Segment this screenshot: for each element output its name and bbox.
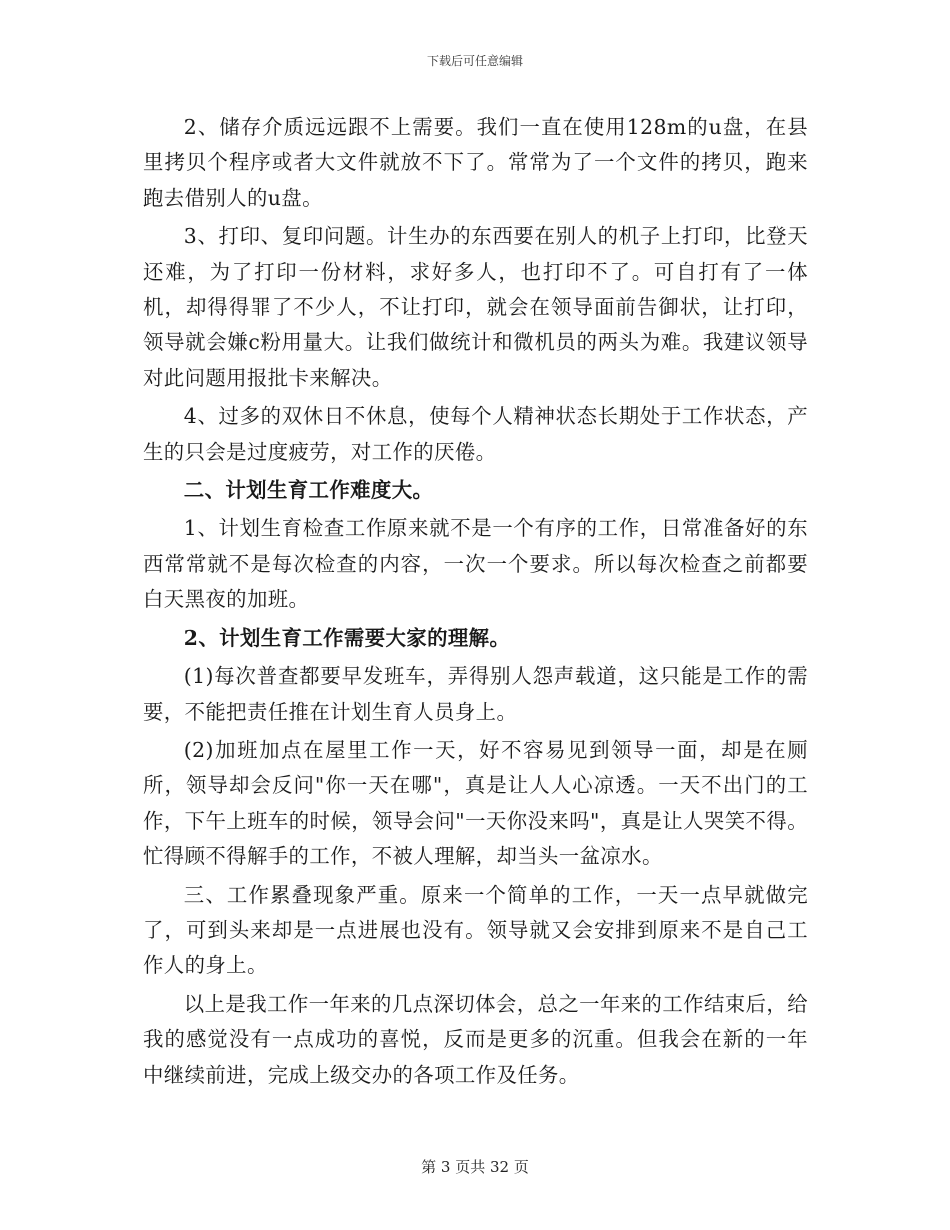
subheading-understanding: 2、计划生育工作需要大家的理解。 xyxy=(183,625,511,650)
paragraph-inspection-work: 1、计划生育检查工作原来就不是一个有序的工作，日常准备好的东西常常就不是每次检查的内容，一次一个要求。所以每次检查之前都要白天黑夜的加班。 xyxy=(143,516,808,612)
paragraph-work-accumulation: 三、工作累叠现象严重。原来一个简单的工作，一天一点早就做完了，可到头来却是一点进展也没有。领导就又会安排到原来不是自己工作人的身上。 xyxy=(143,882,808,978)
paragraph-conclusion: 以上是我工作一年来的几点深切体会，总之一年来的工作结束后，给我的感觉没有一点成功的喜悦，反而是更多的沉重。但我会在新的一年中继续前进，完成上级交办的各项工作及任务。 xyxy=(143,991,808,1087)
paragraph-overtime-leader: (2)加班加点在屋里工作一天，好不容易见到领导一面，却是在厕所，领导却会反问"你一天在哪"，真是让人人心凉透。一天不出门的工作，下午上班车的时候，领导会问"一天你没来吗"，真是让人哭笑不得。忙得顾不得解手的工作，不被人理解，却当头一盆凉水。 xyxy=(143,737,808,869)
document-body xyxy=(143,110,808,1096)
paragraph-storage-media: 2、储存介质远远跟不上需要。我们一直在使用128m的u盘，在县里拷贝个程序或者大文件就放不下了。常常为了一个文件的拷贝，跑来跑去借别人的u盘。 xyxy=(143,115,808,210)
page-footer: 第 3 页共 32 页 xyxy=(421,1158,529,1176)
paragraph-census-bus: (1)每次普查都要早发班车，弄得别人怨声载道，这只能是工作的需要，不能把责任推在计划生育人员身上。 xyxy=(143,664,808,724)
paragraph-printing-copying: 3、打印、复印问题。计生办的东西要在别人的机子上打印，比登天还难，为了打印一份材料，求好多人，也打印不了。可自打有了一体机，却得得罪了不少人，不让打印，就会在领导面前告御状，让打印，领导就会嫌c粉用量大。让我们做统计和微机员的两头为难。我建议领导对此问题用报批卡来解决。 xyxy=(143,224,808,390)
page-header: 下载后可任意编辑 xyxy=(426,54,523,68)
section-heading-family-planning: 二、计划生育工作难度大。 xyxy=(183,478,434,503)
paragraph-weekend-overtime: 4、过多的双休日不休息，使每个人精神状态长期处于工作状态，产生的只会是过度疲劳，对工作的厌倦。 xyxy=(143,404,808,464)
